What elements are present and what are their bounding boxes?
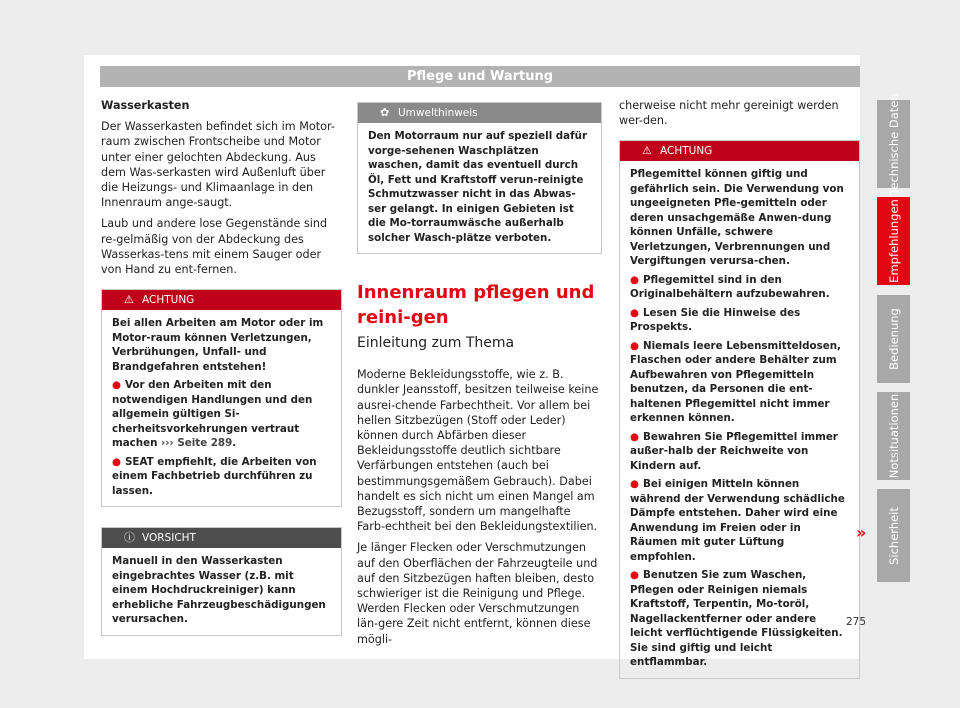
warning-triangle-icon: ⚠ [642,144,652,158]
warning-item: ● Benutzen Sie zum Waschen, Pflegen oder Reinigen niemals Kraftstoff, Terpentin, Mo-toröl, Nagellackentferner oder andere leicht verflüchtigende Flüssigkeiten. Sie sind giftig und leicht entflammbar. [630,569,843,669]
notice-text: Manuell in den Wasserkasten eingebrachtes Wasser (z.B. mit einem Hochdruckreiniger) kann erhebliche Fahrzeugbeschädigungen verursachen. [112,555,326,626]
warning-title: ACHTUNG [660,145,713,158]
column-1 [101,98,342,636]
page-header: Pflege und Wartung [100,66,860,87]
column-2 [357,102,602,653]
warning-intro: Bei allen Arbeiten am Motor oder im Motor-raum können Verletzungen, Verbrühungen, Unfall- und Brandgefahren entstehen! [112,317,324,373]
tab-notsituationen[interactable]: Notsituationen [877,392,910,480]
warning-body [102,310,341,506]
paragraph: Der Wasserkasten befindet sich im Motor-raum zwischen Frontscheibe und Motor unter einer gelochten Abdeckung. Aus dem Was-serkasten wird Außenluft über die Heizungs- und Klimaanlage in den Innenraum ange-saugt. [101,120,335,210]
warning-header [620,141,859,161]
section-text [357,367,602,647]
bullet-icon: ● [630,306,639,319]
warning-triangle-icon: ⚠ [124,293,134,307]
environment-text: Den Motorraum nur auf speziell dafür vorge-sehenen Waschplätzen waschen, damit das eventuell durch Öl, Fett und Kraftstoff verun-reinigte Schmutzwasser nicht in das Abwas-ser gelangt. In einigen Gebieten ist die Mo-torraumwäsche außerhalb solcher Wasch-plätze verboten. [368,130,588,244]
warning-box [101,289,342,507]
page-link[interactable]: ››› Seite 289 [161,437,233,450]
notice-title: VORSICHT [142,532,196,545]
bullet-icon: ● [630,569,639,582]
warning-box [619,140,860,679]
paragraph: Je länger Flecken oder Verschmutzungen auf den Oberflächen der Fahrzeugteile und auf den Sitzbezügen haften bleiben, desto schwieriger ist die Reinigung und Pflege. Werden Flecken oder Verschmutzungen län-gere Zeit nicht entfernt, können diese mögli- [357,541,598,646]
bullet-icon: ● [630,430,639,443]
section-subtitle: Einleitung zum Thema [357,335,515,351]
tab-sicherheit[interactable]: Sicherheit [877,489,910,582]
warning-title: ACHTUNG [142,294,195,307]
column-3 [619,98,860,679]
bullet-icon: ● [630,339,639,352]
environment-header [358,103,601,123]
warning-item: ● Vor den Arbeiten mit den notwendigen Handlungen und den allgemein gültigen Si-cherheitsvorkehrungen vertraut machen ››› Seite 289. [112,379,313,450]
page-number: 275 [846,616,867,628]
bullet-icon: ● [112,379,121,392]
paragraph: Laub und andere lose Gegenstände sind re-gelmäßig von der Abdeckung des Wasserkas-tens mit einem Sauger oder von Hand zu ent-fernen. [101,217,328,277]
tab-bedienung[interactable]: Bedienung [877,295,910,383]
info-circle-icon: ⓘ [124,531,135,545]
notice-header [102,528,341,548]
tab-technische-daten[interactable]: Technische Daten [877,100,910,188]
bullet-icon: ● [630,478,639,491]
tab-empfehlungen[interactable]: Empfehlungen [877,197,910,285]
warning-body [620,161,859,678]
warning-item: ● Bei einigen Mitteln können während der Verwendung schädliche Dämpfe entstehen. Daher wird eine Anwendung im Freien oder in Räumen mit guter Lüftung empfohlen. [630,478,845,563]
warning-item: ● Lesen Sie die Hinweise des Prospekts. [630,306,801,334]
section-block [357,280,602,351]
warning-intro: Pflegemittel können giftig und gefährlich sein. Die Verwendung von ungeeigneten Pfle-gemitteln oder deren unsachgemäße Anwen-dung können Unfälle, schwere Verletzungen, Verbrennungen und Vergiftungen verursa-chen. [630,168,844,268]
paragraph: Moderne Bekleidungsstoffe, wie z. B. dunkler Jeansstoff, besitzen teilweise keine ausrei-chende Farbechtheit. Vor allem bei hellen Sitzbezügen (Stoff oder Leder) können durch Abfärben dieser Bekleidungsstoffe deutlich sichtbare Verfärbungen entstehen (auch bei bestimmungsgemäßem Gebrauch). Dabei handelt es sich nicht um einen Mangel am Bezugsstoff, sondern um mangelhafte Farb-echtheit bei den Bekleidungstextilien. [357,368,599,534]
continue-arrow-icon: » [856,523,867,542]
paragraph: cherweise nicht mehr gereinigt werden wer-den. [619,99,839,128]
environment-title: Umwelthinweis [398,107,478,119]
notice-box [101,527,342,636]
warning-item: ● SEAT empfiehlt, die Arbeiten von einem Fachbetrieb durchführen zu lassen. [112,455,317,497]
warning-item: ● Bewahren Sie Pflegemittel immer außer-halb der Reichweite von Kindern auf. [630,430,838,472]
warning-header [102,290,341,310]
bullet-icon: ● [112,455,121,468]
section-heading: Wasserkasten [101,99,190,112]
section-title: Innenraum pflegen und reini-gen [357,282,595,328]
warning-item: ● Pflegemittel sind in den Originalbehältern aufzubewahren. [630,273,830,301]
environment-body [358,123,601,253]
bullet-icon: ● [630,273,639,286]
environment-box [357,102,602,254]
notice-body [102,548,341,635]
warning-item: ● Niemals leere Lebensmitteldosen, Flaschen oder andere Behälter zum Aufbewahren von Pflegemitteln benutzen, da Personen die ent-haltenen Pflegemittel nicht immer erkennen können. [630,339,841,425]
flower-icon: ✿ [380,106,390,119]
